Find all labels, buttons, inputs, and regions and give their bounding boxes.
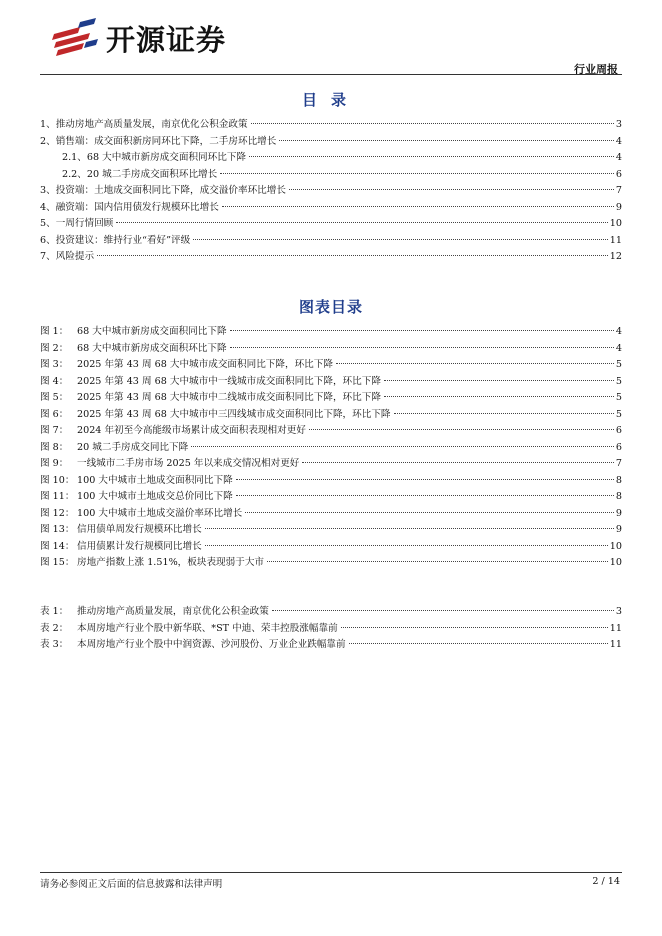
- entry-label: 2.1、68 大中城市新房成交面积同环比下降: [62, 152, 247, 163]
- entry-text: 100 大中城市土地成交溢价率环比增长: [77, 507, 243, 519]
- dot-leader: [249, 156, 614, 157]
- toc-entry[interactable]: [40, 134, 622, 151]
- entry-prefix: 图 5：: [40, 392, 69, 403]
- entry-label: [40, 506, 243, 523]
- dot-leader: [222, 206, 614, 207]
- entry-page-number: 4: [615, 342, 622, 354]
- figure-index-entry[interactable]: [40, 555, 622, 572]
- footer-divider: [40, 872, 622, 873]
- dot-leader: [193, 239, 608, 240]
- entry-page-number: 3: [615, 119, 622, 130]
- dot-leader: [236, 479, 614, 480]
- entry-text: 68 大中城市新房成交面积同比下降: [77, 326, 227, 337]
- company-logo-icon: [50, 18, 100, 60]
- entry-label: [40, 473, 234, 490]
- toc-entry[interactable]: [40, 216, 622, 233]
- dot-leader: [279, 140, 614, 141]
- entry-prefix: 图 6：: [40, 408, 69, 420]
- entry-text: 2025 年第 43 周 68 大中城市成交面积同比下降，环比下降: [77, 359, 333, 370]
- entry-prefix: 图 13：: [40, 524, 75, 535]
- entry-page-number: 6: [615, 425, 622, 436]
- footer-disclaimer: 请务必参阅正文后面的信息披露和法律声明: [40, 879, 223, 890]
- entry-prefix: 表 1：: [40, 606, 69, 617]
- figure-index-title: 图表目录: [298, 298, 363, 316]
- toc-list: [40, 117, 622, 266]
- dot-leader: [205, 545, 608, 546]
- entry-prefix: 图 12：: [40, 507, 75, 519]
- entry-label: 5、一周行情回顾: [40, 218, 114, 229]
- entry-label: [40, 456, 300, 473]
- dot-leader: [245, 512, 614, 513]
- dot-leader: [191, 446, 614, 447]
- dot-leader: [230, 330, 614, 331]
- dot-leader: [394, 413, 614, 414]
- entry-page-number: 8: [615, 491, 622, 502]
- toc-entry[interactable]: [40, 183, 622, 200]
- entry-label: 7、风险提示: [40, 251, 95, 262]
- figure-index-entry[interactable]: [40, 390, 622, 407]
- entry-prefix: 图 10：: [40, 474, 75, 486]
- entry-label: [40, 637, 347, 654]
- toc-title: 目录: [301, 91, 360, 109]
- entry-page-number: 5: [615, 392, 622, 403]
- dot-leader: [341, 627, 608, 628]
- entry-label: [40, 341, 228, 358]
- entry-page-number: 10: [609, 218, 622, 229]
- entry-label: [40, 440, 189, 457]
- entry-page-number: 4: [615, 152, 622, 163]
- entry-prefix: 图 4：: [40, 375, 69, 387]
- entry-text: 20 城二手房成交同比下降: [77, 441, 189, 453]
- dot-leader: [116, 222, 608, 223]
- dot-leader: [349, 643, 608, 644]
- dot-leader: [272, 610, 614, 611]
- entry-prefix: 图 14：: [40, 540, 75, 552]
- entry-text: 本周房地产行业个股中中润资源、沙河股份、万业企业跌幅靠前: [77, 639, 346, 650]
- entry-text: 2024 年初至今高能级市场累计成交面积表现相对更好: [77, 425, 306, 436]
- figure-index-entry[interactable]: [40, 324, 622, 341]
- entry-label: [40, 390, 382, 407]
- entry-prefix: 图 7：: [40, 425, 69, 436]
- entry-label: [40, 357, 334, 374]
- dot-leader: [230, 347, 614, 348]
- figure-index-list: [40, 324, 622, 572]
- entry-label: [40, 423, 307, 440]
- figure-index-entry[interactable]: [40, 407, 622, 424]
- entry-label: [40, 407, 392, 424]
- entry-label: 1、推动房地产高质量发展，南京优化公积金政策: [40, 119, 248, 130]
- table-index-entry[interactable]: [40, 621, 622, 638]
- entry-prefix: 图 8：: [40, 441, 69, 453]
- dot-leader: [289, 189, 614, 190]
- entry-label: 4、融资端：国内信用债发行规模环比增长: [40, 201, 219, 213]
- dot-leader: [309, 429, 614, 430]
- dot-leader: [336, 363, 614, 364]
- entry-label: [40, 539, 203, 556]
- dot-leader: [236, 495, 614, 496]
- company-name: 开源证券: [106, 23, 227, 57]
- figure-index-entry[interactable]: [40, 456, 622, 473]
- entry-page-number: 9: [615, 507, 622, 519]
- figure-index-entry[interactable]: [40, 341, 622, 358]
- figure-index-entry[interactable]: [40, 522, 622, 539]
- entry-page-number: 10: [609, 557, 622, 568]
- entry-text: 信用债单周发行规模环比增长: [77, 524, 202, 535]
- figure-index-entry[interactable]: [40, 440, 622, 457]
- entry-prefix: 表 3：: [40, 639, 69, 650]
- entry-prefix: 图 9：: [40, 458, 69, 469]
- entry-page-number: 7: [615, 458, 622, 469]
- entry-page-number: 9: [615, 524, 622, 535]
- toc-entry[interactable]: [40, 117, 622, 134]
- entry-text: 信用债累计发行规模同比增长: [77, 540, 202, 552]
- report-type-label: 行业周报: [574, 63, 618, 76]
- figure-index-entry[interactable]: [40, 489, 622, 506]
- entry-page-number: 9: [615, 201, 622, 213]
- toc-entry[interactable]: [40, 249, 622, 266]
- entry-page-number: 11: [609, 234, 622, 246]
- entry-label: 3、投资端：土地成交面积同比下降，成交溢价率环比增长: [40, 185, 286, 196]
- figure-index-entry[interactable]: [40, 423, 622, 440]
- dot-leader: [97, 255, 608, 256]
- dot-leader: [384, 396, 614, 397]
- figure-index-entry[interactable]: [40, 357, 622, 374]
- entry-text: 100 大中城市土地成交面积同比下降: [77, 474, 233, 486]
- entry-page-number: 7: [615, 185, 622, 196]
- entry-page-number: 6: [615, 441, 622, 453]
- table-index-entry[interactable]: [40, 637, 622, 654]
- entry-text: 100 大中城市土地成交总价同比下降: [77, 491, 233, 502]
- entry-page-number: 4: [615, 135, 622, 147]
- entry-page-number: 6: [615, 168, 622, 180]
- entry-page-number: 11: [609, 639, 622, 650]
- entry-page-number: 11: [609, 622, 622, 634]
- entry-text: 2025 年第 43 周 68 大中城市中一线城市成交面积同比下降，环比下降: [77, 375, 381, 387]
- entry-text: 2025 年第 43 周 68 大中城市中二线城市成交面积同比下降，环比下降: [77, 392, 381, 403]
- entry-label: [40, 555, 265, 572]
- entry-page-number: 8: [615, 474, 622, 486]
- dot-leader: [220, 173, 614, 174]
- figure-index-entry[interactable]: [40, 539, 622, 556]
- entry-label: 2.2、20 城二手房成交面积环比增长: [62, 168, 218, 180]
- entry-label: [40, 621, 339, 638]
- entry-label: [40, 489, 234, 506]
- dot-leader: [251, 123, 614, 124]
- entry-prefix: 表 2：: [40, 622, 69, 634]
- entry-label: [40, 374, 382, 391]
- dot-leader: [205, 528, 614, 529]
- header-divider: [40, 74, 622, 75]
- figure-index-entry[interactable]: [40, 374, 622, 391]
- entry-text: 本周房地产行业个股中新华联、*ST 中迪、荣丰控股涨幅靠前: [77, 622, 338, 634]
- entry-text: 68 大中城市新房成交面积环比下降: [77, 342, 227, 354]
- entry-label: [40, 522, 203, 539]
- entry-page-number: 12: [609, 251, 622, 262]
- table-index-list: [40, 604, 622, 654]
- toc-entry[interactable]: [40, 150, 622, 167]
- page-number: 2 / 14: [592, 876, 620, 887]
- entry-prefix: 图 11：: [40, 491, 75, 502]
- entry-label: 6、投资建议：维持行业“看好”评级: [40, 234, 191, 246]
- entry-prefix: 图 15：: [40, 557, 75, 568]
- entry-prefix: 图 1：: [40, 326, 69, 337]
- figure-index-entry[interactable]: [40, 506, 622, 523]
- entry-label: [40, 604, 270, 621]
- entry-page-number: 10: [609, 540, 622, 552]
- dot-leader: [384, 380, 614, 381]
- dot-leader: [302, 462, 614, 463]
- toc-entry[interactable]: [40, 200, 622, 217]
- entry-label: 2、销售端：成交面积新房同环比下降，二手房环比增长: [40, 135, 277, 147]
- entry-label: [40, 324, 228, 341]
- entry-text: 2025 年第 43 周 68 大中城市中三四线城市成交面积同比下降，环比下降: [77, 408, 391, 420]
- entry-text: 推动房地产高质量发展，南京优化公积金政策: [77, 606, 269, 617]
- toc-entry[interactable]: [40, 233, 622, 250]
- toc-entry[interactable]: [40, 167, 622, 184]
- table-index-entry[interactable]: [40, 604, 622, 621]
- figure-index-entry[interactable]: [40, 473, 622, 490]
- entry-page-number: 4: [615, 326, 622, 337]
- entry-page-number: 3: [615, 606, 622, 617]
- entry-page-number: 5: [615, 359, 622, 370]
- dot-leader: [267, 561, 608, 562]
- entry-text: 一线城市二手房市场 2025 年以来成交情况相对更好: [77, 458, 300, 469]
- entry-text: 房地产指数上涨 1.51%，板块表现弱于大市: [77, 557, 265, 568]
- entry-prefix: 图 2：: [40, 342, 69, 354]
- entry-page-number: 5: [615, 408, 622, 420]
- company-logo: [50, 18, 250, 58]
- entry-prefix: 图 3：: [40, 359, 69, 370]
- entry-page-number: 5: [615, 375, 622, 387]
